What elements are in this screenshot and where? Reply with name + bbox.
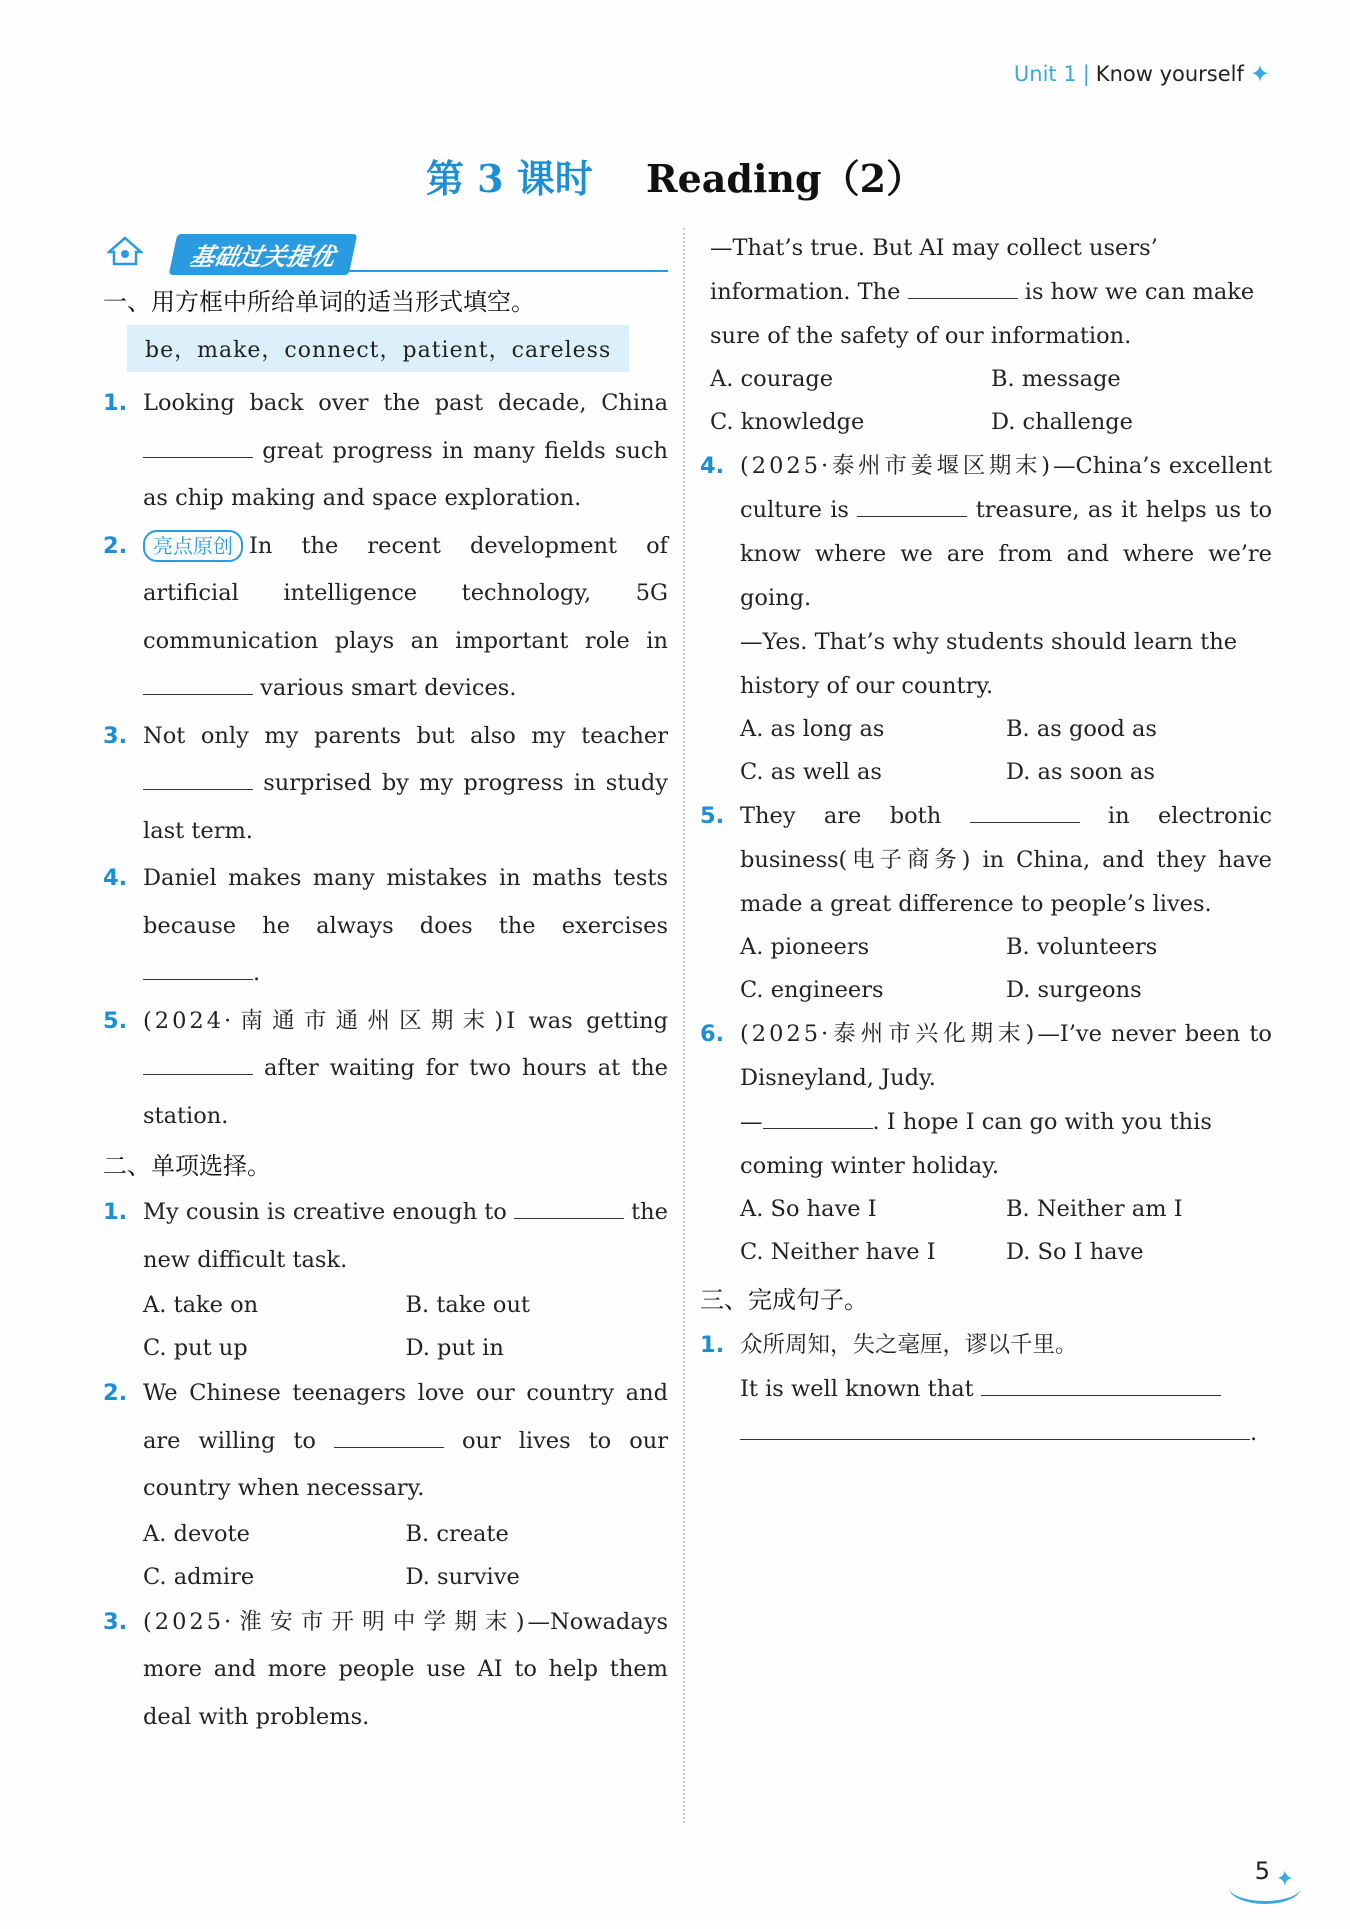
item-text: our lives to our country when necessary. <box>143 1427 668 1501</box>
answer-blank[interactable] <box>970 797 1080 823</box>
left-column <box>103 226 668 1741</box>
item-text: is how we can make sure of the safety of our information. <box>710 279 1255 349</box>
item-text: various smart devices. <box>260 675 517 701</box>
item-number: 6. <box>700 1021 725 1047</box>
option-d[interactable]: D. So I have <box>1006 1239 1144 1265</box>
item-text: In the recent development of artificial intelligence technology, 5G communication plays an important role in <box>143 532 668 654</box>
answer-blank[interactable] <box>981 1370 1221 1396</box>
dialogue-line <box>700 620 1272 708</box>
item-text: . I hope I can go with you this coming winter holiday. <box>740 1109 1212 1179</box>
unit-label: Unit 1 <box>1013 62 1077 86</box>
item-text: Not only my parents but also my teacher <box>143 722 668 749</box>
options <box>700 358 1272 444</box>
item-text: They are both <box>740 803 942 829</box>
item-text: after waiting for two hours at the station. <box>143 1055 668 1129</box>
option-b[interactable]: B. message <box>991 366 1121 392</box>
item-text: I was getting <box>506 1007 668 1034</box>
answer-blank[interactable] <box>143 1049 253 1075</box>
item-source: (2025·淮安市开明中学期末) <box>143 1608 528 1635</box>
option-a[interactable]: A. devote <box>143 1520 250 1547</box>
answer-blank[interactable] <box>143 764 253 790</box>
option-d[interactable]: D. surgeons <box>1006 977 1142 1003</box>
item-text: treasure, as it helps us to know where we are from and where we’re going. <box>740 497 1273 611</box>
mc-item-2 <box>103 1370 668 1513</box>
item-source: (2025·泰州市兴化期末) <box>740 1021 1038 1047</box>
item-text: My cousin is creative enough to <box>143 1199 507 1225</box>
fill-item-5 <box>103 998 668 1141</box>
option-a[interactable]: A. So have I <box>740 1196 877 1222</box>
fill-item-2 <box>103 523 668 713</box>
item-text: —China’s excellent culture is <box>740 453 1272 523</box>
item-number: 5. <box>103 1007 128 1034</box>
mc-item-3 <box>103 1599 668 1742</box>
banner-label: 基础过关提优 <box>169 234 358 275</box>
item-text: the new difficult task. <box>143 1199 668 1273</box>
section-banner <box>103 226 668 274</box>
lesson-title <box>0 148 1350 203</box>
item-number: 2. <box>103 1380 128 1406</box>
item-text: Looking back over the past decade, China <box>143 390 668 416</box>
option-d[interactable]: D. challenge <box>991 409 1133 435</box>
answer-blank-line[interactable] <box>740 1414 1250 1440</box>
chinese-sentence: 众所周知，失之毫厘，谬以千里。 <box>740 1332 1078 1358</box>
item-number: 1. <box>103 390 128 416</box>
item-number: 4. <box>103 865 128 891</box>
item-text: . <box>253 960 261 986</box>
lesson-number: 第 3 课时 <box>425 156 593 201</box>
dialogue-line <box>700 226 1272 358</box>
option-b[interactable]: B. create <box>405 1520 509 1547</box>
item-number: 5. <box>700 803 725 829</box>
item-number: 1. <box>700 1332 725 1358</box>
option-b[interactable]: B. take out <box>405 1292 530 1318</box>
option-c[interactable]: C. knowledge <box>710 409 865 435</box>
answer-blank[interactable] <box>857 491 967 517</box>
mc-item-5 <box>700 794 1272 926</box>
mc-item-6 <box>700 1012 1272 1100</box>
item-text: —That’s true. But AI may collect users’ information. The <box>710 235 1158 305</box>
sparkle-icon: ✦ <box>1249 60 1270 88</box>
sparkle-icon: ✦ <box>1275 1867 1294 1892</box>
section1-heading: 一、用方框中所给单词的适当形式填空。 <box>103 288 535 316</box>
item-text: —Nowadays more and more people use AI to help them deal with problems. <box>143 1608 668 1730</box>
option-b[interactable]: B. Neither am I <box>1006 1196 1183 1222</box>
item-number: 3. <box>103 722 128 749</box>
item-text: —Yes. That’s why students should learn the history of our country. <box>740 629 1238 699</box>
answer-blank[interactable] <box>763 1103 873 1129</box>
option-a[interactable]: A. courage <box>710 366 834 392</box>
option-b[interactable]: B. volunteers <box>1006 934 1158 960</box>
item-text: It is well known that <box>740 1376 974 1402</box>
item-text: great progress in many fields such as chip making and space exploration. <box>143 437 668 511</box>
item-source: (2025·泰州市姜堰区期末) <box>740 453 1053 479</box>
running-header <box>1014 60 1270 88</box>
item-number: 3. <box>103 1608 128 1635</box>
answer-blank[interactable] <box>143 669 253 695</box>
item-number: 4. <box>700 453 725 479</box>
original-tag: 亮点原创 <box>143 530 243 562</box>
options <box>700 926 1272 1012</box>
item-text: — <box>740 1109 763 1135</box>
answer-blank[interactable] <box>143 432 253 458</box>
section2-heading: 二、单项选择。 <box>103 1152 271 1180</box>
mc-item-4 <box>700 444 1272 620</box>
page-number <box>1254 1857 1294 1892</box>
option-a[interactable]: A. take on <box>143 1292 259 1318</box>
item-text: surprised by my progress in study last term. <box>143 770 668 844</box>
section3-heading: 三、完成句子。 <box>700 1286 868 1314</box>
option-a[interactable]: A. pioneers <box>740 934 870 960</box>
answer-blank[interactable] <box>334 1422 444 1448</box>
page-number-text: 5 <box>1254 1857 1270 1885</box>
answer-blank[interactable] <box>908 273 1018 299</box>
right-column <box>700 226 1272 1455</box>
item-text: . <box>1250 1420 1258 1446</box>
banner-underline <box>173 270 668 272</box>
option-d[interactable]: D. survive <box>405 1563 520 1590</box>
options <box>103 1284 668 1370</box>
option-c[interactable]: C. Neither have I <box>740 1239 936 1265</box>
option-a[interactable]: A. as long as <box>740 716 885 742</box>
item-text: in electronic business(电子商务) in China, and they have made a great difference to people’s lives. <box>740 803 1273 917</box>
options <box>700 1188 1272 1274</box>
fill-item-1 <box>103 380 668 523</box>
item-text: —I’ve never been to Disneyland, Judy. <box>740 1021 1272 1091</box>
sentence-item-1 <box>700 1323 1272 1455</box>
option-c[interactable]: C. as well as <box>740 759 882 785</box>
item-text: We Chinese teenagers love our country and are willing to <box>143 1380 668 1454</box>
item-source: (2024·南通市通州区期末) <box>143 1007 507 1034</box>
option-c[interactable]: C. admire <box>143 1563 255 1590</box>
word-box: be，make，connect，patient，careless <box>127 325 629 372</box>
dialogue-line <box>700 1100 1272 1188</box>
answer-blank[interactable] <box>514 1193 624 1219</box>
mc-item-1 <box>103 1189 668 1284</box>
answer-blank[interactable] <box>143 954 253 980</box>
unit-topic: Know yourself <box>1095 62 1244 86</box>
house-icon <box>107 236 143 266</box>
option-c[interactable]: C. put up <box>143 1335 248 1361</box>
item-number: 1. <box>103 1199 128 1225</box>
fill-item-3 <box>103 713 668 856</box>
option-b[interactable]: B. as good as <box>1006 716 1157 742</box>
option-d[interactable]: D. put in <box>405 1335 504 1361</box>
options <box>103 1513 668 1599</box>
header-separator: | <box>1082 62 1090 86</box>
item-text: Daniel makes many mistakes in maths tests because he always does the exercises <box>143 865 668 939</box>
item-number: 2. <box>103 532 128 559</box>
option-d[interactable]: D. as soon as <box>1006 759 1155 785</box>
column-divider <box>683 228 685 1823</box>
options <box>700 708 1272 794</box>
fill-item-4 <box>103 855 668 998</box>
option-c[interactable]: C. engineers <box>740 977 884 1003</box>
lesson-name: Reading（2） <box>646 156 925 201</box>
